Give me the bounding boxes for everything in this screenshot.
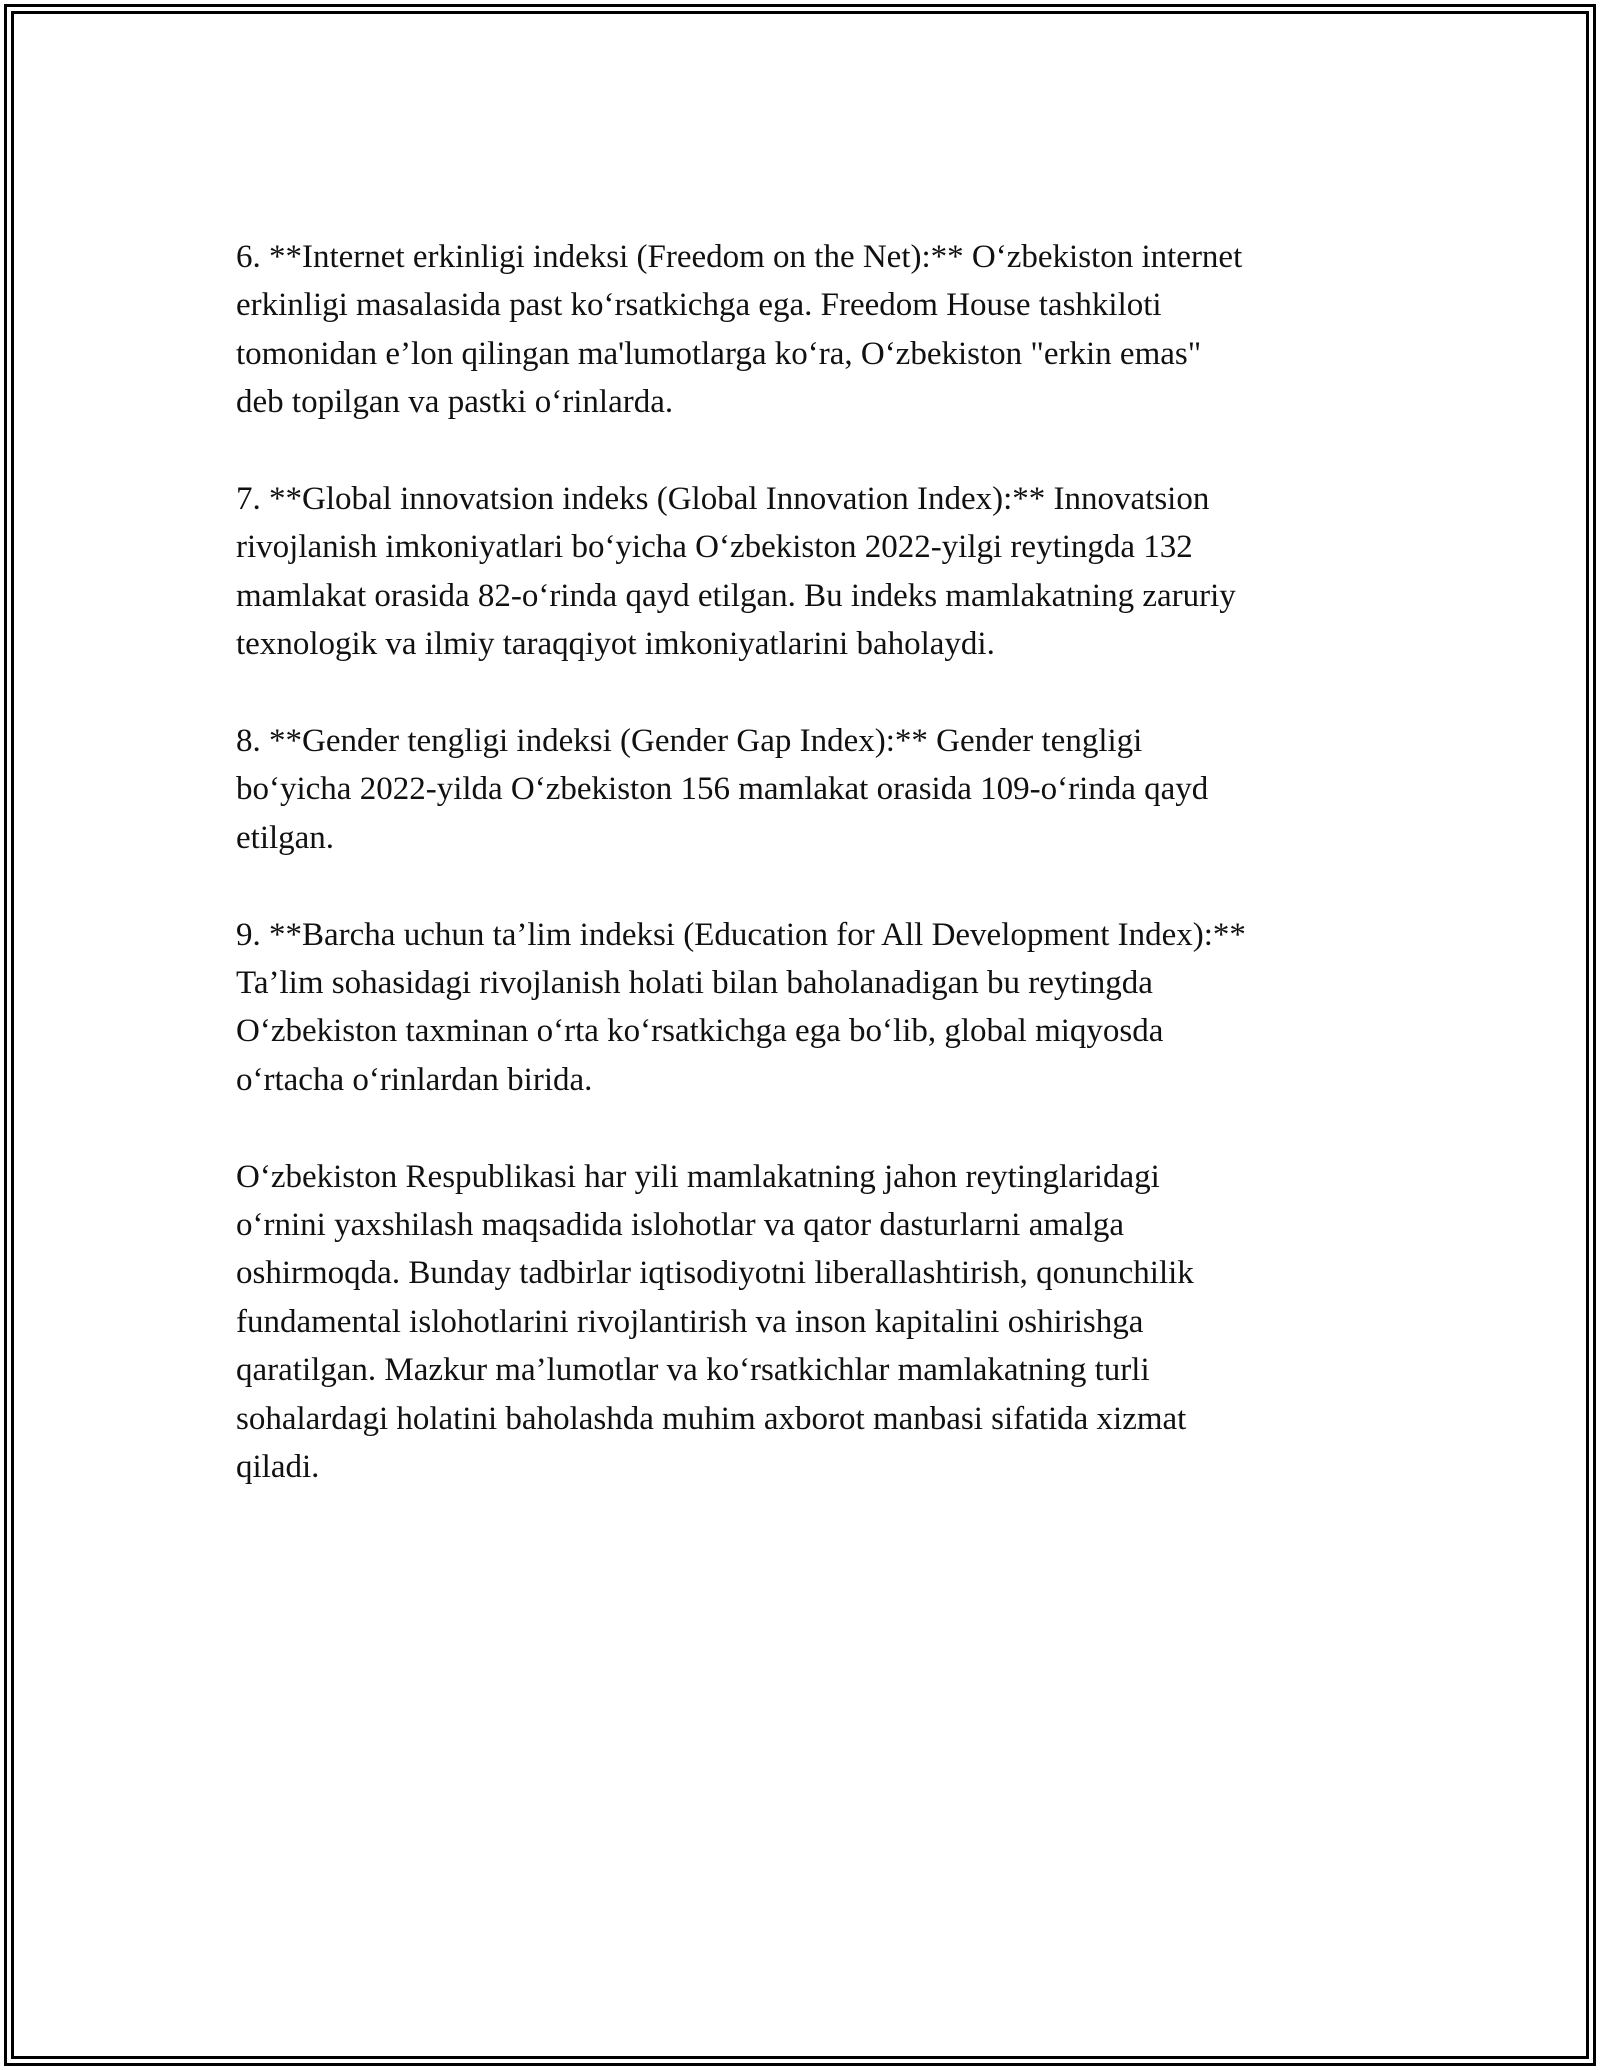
text-line: fundamental islohotlarini rivojlantirish va inson kapitalini oshirishga [236, 1303, 1144, 1340]
text-line: 7. **Global innovatsion indeks (Global Innovation Index):** Innovatsion [236, 481, 1210, 518]
paragraph-education-for-all-index [236, 911, 1366, 1105]
text-line: Ta’lim sohasidagi rivojlanish holati bilan baholanadigan bu reytingda [236, 965, 1153, 1002]
text-line: mamlakat orasida 82-o‘rinda qayd etilgan. Bu indeks mamlakatning zaruriy [236, 577, 1236, 614]
text-line: tomonidan e’lon qilingan ma'lumotlarga ko‘ra, O‘zbekiston "erkin emas" [236, 335, 1202, 372]
text-line: qiladi. [236, 1449, 320, 1486]
text-line: qaratilgan. Mazkur ma’lumotlar va ko‘rsatkichlar mamlakatning turli [236, 1352, 1150, 1389]
paragraph-gender-gap-index [236, 717, 1366, 862]
text-line: deb topilgan va pastki o‘rinlarda. [236, 384, 674, 421]
text-line: oshirmoqda. Bunday tadbirlar iqtisodiyotni liberallashtirish, qonunchilik [236, 1255, 1194, 1292]
text-line: O‘zbekiston Respublikasi har yili mamlakatning jahon reytinglaridagi [236, 1158, 1160, 1195]
paragraph-freedom-on-the-net [236, 233, 1366, 427]
text-line: o‘rnini yaxshilash maqsadida islohotlar va qator dasturlarni amalga [236, 1207, 1125, 1244]
text-line: sohalardagi holatini baholashda muhim axborot manbasi sifatida xizmat [236, 1400, 1187, 1437]
text-line: o‘rtacha o‘rinlardan birida. [236, 1061, 593, 1098]
text-line: rivojlanish imkoniyatlari bo‘yicha O‘zbekiston 2022-yilgi reytingda 132 [236, 529, 1193, 566]
paragraph-global-innovation-index [236, 475, 1366, 669]
text-line: texnologik va ilmiy taraqqiyot imkoniyatlarini baholaydi. [236, 626, 995, 663]
text-line: O‘zbekiston taxminan o‘rta ko‘rsatkichga ega bo‘lib, global miqyosda [236, 1013, 1164, 1050]
paragraph-conclusion [236, 1153, 1366, 1492]
text-line: 8. **Gender tengligi indeksi (Gender Gap Index):** Gender tengligi [236, 723, 1143, 760]
text-line: 6. **Internet erkinligi indeksi (Freedom on the Net):** O‘zbekiston internet [236, 239, 1243, 275]
text-line: bo‘yicha 2022-yilda O‘zbekiston 156 mamlakat orasida 109-o‘rinda qayd [236, 771, 1209, 808]
text-line: erkinligi masalasida past ko‘rsatkichga ega. Freedom House tashkiloti [236, 287, 1162, 324]
document-body [236, 233, 1366, 1540]
text-line: etilgan. [236, 819, 335, 856]
text-line: 9. **Barcha uchun ta’lim indeksi (Education for All Development Index):** [236, 916, 1246, 953]
